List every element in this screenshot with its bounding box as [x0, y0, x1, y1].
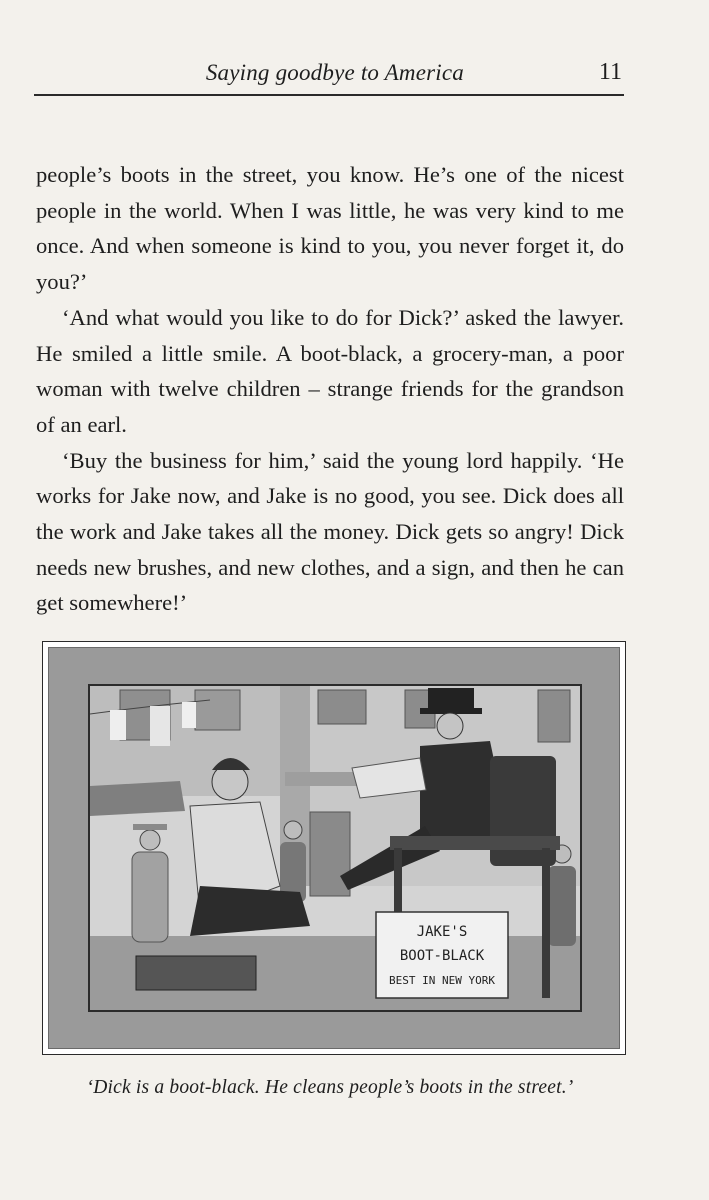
illustration-caption: ‘Dick is a boot-black. He cleans people’s boots in the street.’ — [86, 1077, 574, 1098]
boot-black-illustration — [88, 684, 582, 1012]
running-header — [34, 56, 624, 96]
sign-line-1: JAKE'S — [416, 924, 468, 940]
sign-line-3: BEST IN NEW YORK — [389, 974, 495, 987]
body-text — [36, 157, 624, 621]
paragraph-lawyer-question: ‘And what would you like to do for Dick?’ asked the lawyer. He smiled a little smile. A boot-black, a grocery-man, a poor woman with twelve children – strange friends for the grandson of an earl. — [36, 304, 624, 437]
page-number: 11 — [598, 59, 622, 85]
paragraph-buy-business: ‘Buy the business for him,’ said the young lord happily. ‘He works for Jake now, and Jake is no good, you see. Dick does all the work and Jake takes all the money. Dick gets so angry! Dick needs new brushes, and new clothes, and a sign, and then he can get somewhere!’ — [36, 447, 624, 616]
paragraph-continuation: people’s boots in the street, you know. He’s one of the nicest people in the world. When I was little, he was very kind to me once. And when someone is kind to you, you never forget it, do you?’ — [36, 162, 624, 295]
illustration-mat — [48, 647, 620, 1049]
sign-line-2: BOOT-BLACK — [399, 948, 485, 964]
illustration-frame — [42, 641, 626, 1055]
running-title: Saying goodbye to America — [205, 60, 464, 85]
